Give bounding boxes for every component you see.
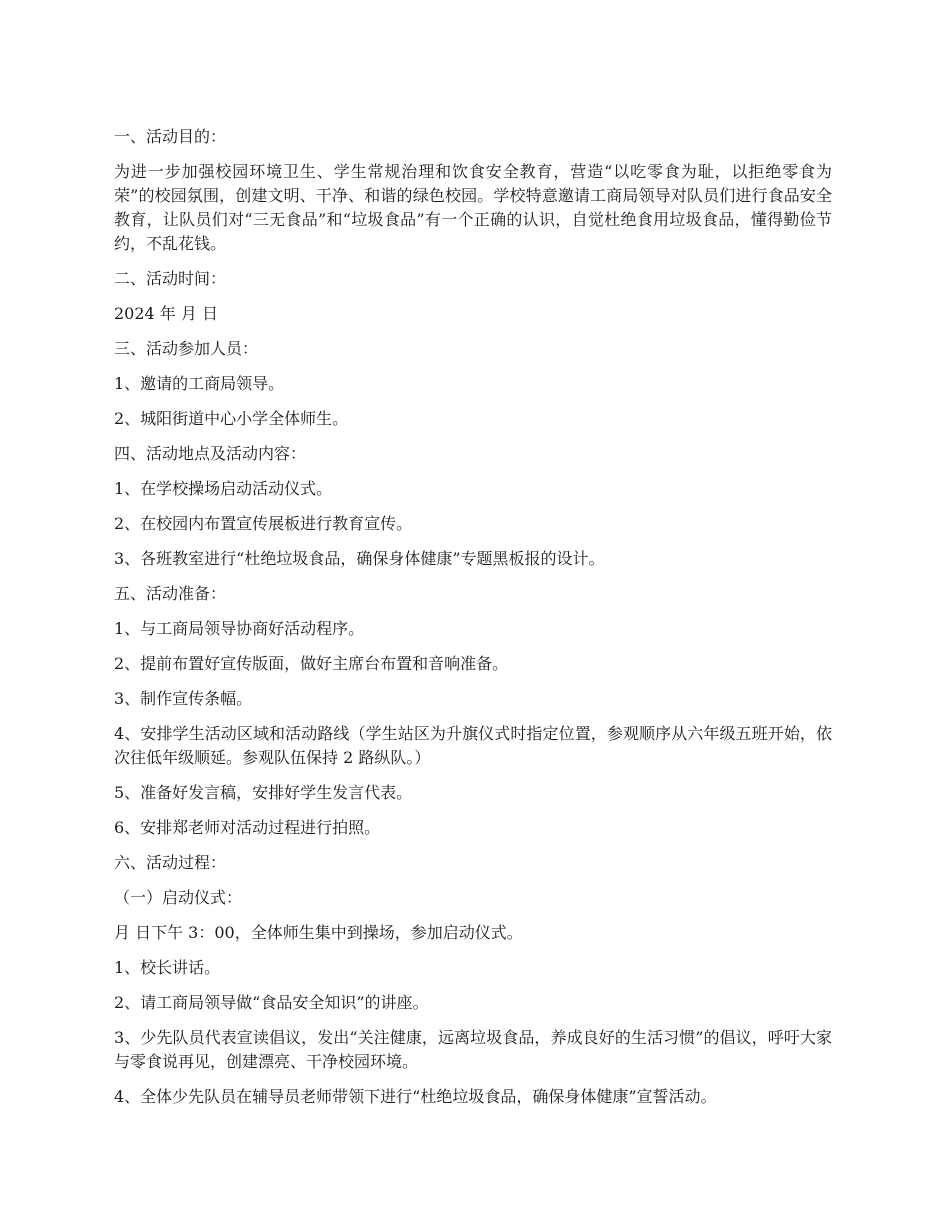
preparation-item: 6、安排郑老师对活动过程进行拍照。: [114, 818, 381, 837]
subheading-launch-ceremony: （一）启动仪式：: [114, 888, 243, 907]
preparation-item: 1、与工商局领导协商好活动程序。: [114, 619, 365, 638]
time-text: 2024 年 月 日: [114, 304, 218, 323]
document-body: [114, 125, 832, 1120]
participant-item: 2、城阳街道中心小学全体师生。: [114, 409, 349, 428]
ceremony-time-text: 月 日下午 3：00，全体师生集中到操场，参加启动仪式。: [114, 923, 523, 942]
preparation-item: 4、安排学生活动区域和活动路线（学生站区为升旗仪式时指定位置，参观顺序从六年级五班开始，依次往低年级顺延。参观队伍保持 2 路纵队。）: [114, 724, 832, 767]
heading-process: 六、活动过程：: [114, 853, 227, 872]
participant-item: 1、邀请的工商局领导。: [114, 374, 285, 393]
purpose-text: 为进一步加强校园环境卫生、学生常规治理和饮食安全教育，营造“以吃零食为耻，以拒绝零食为荣”的校园氛围，创建文明、干净、和谐的绿色校园。学校特意邀请工商局领导对队员们进行食品安全教育，让队员们对“三无食品”和“垃圾食品”有一个正确的认识，自觉杜绝食用垃圾食品，懂得勤俭节约，不乱花钱。: [114, 162, 832, 253]
process-item: 3、少先队员代表宣读倡议，发出“关注健康，远离垃圾食品，养成良好的生活习惯”的倡议，呼吁大家与零食说再见，创建漂亮、干净校园环境。: [114, 1028, 832, 1071]
content-item: 1、在学校操场启动活动仪式。: [114, 479, 333, 498]
heading-purpose: 一、活动目的：: [114, 127, 227, 146]
heading-preparation: 五、活动准备：: [114, 584, 227, 603]
process-item: 2、请工商局领导做“食品安全知识”的讲座。: [114, 993, 429, 1012]
heading-participants: 三、活动参加人员：: [114, 339, 259, 358]
preparation-item: 3、制作宣传条幅。: [114, 689, 253, 708]
preparation-item: 2、提前布置好宣传版面，做好主席台布置和音响准备。: [114, 654, 509, 673]
heading-location-content: 四、活动地点及活动内容：: [114, 444, 307, 463]
heading-time: 二、活动时间：: [114, 269, 227, 288]
preparation-item: 5、准备好发言稿，安排好学生发言代表。: [114, 783, 413, 802]
process-item: 1、校长讲话。: [114, 958, 221, 977]
process-item: 4、全体少先队员在辅导员老师带领下进行“杜绝垃圾食品，确保身体健康”宣誓活动。: [114, 1087, 717, 1106]
content-item: 2、在校园内布置宣传展板进行教育宣传。: [114, 514, 413, 533]
content-item: 3、各班教室进行“杜绝垃圾食品，确保身体健康”专题黑板报的设计。: [114, 549, 605, 568]
